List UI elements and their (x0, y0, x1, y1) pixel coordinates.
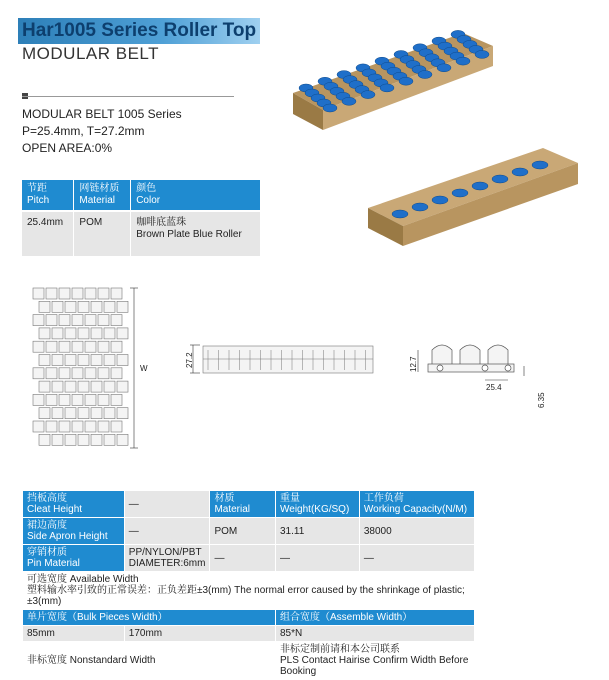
module-cell (85, 421, 96, 432)
nonstandard-width-label: 非标宽度 Nonstandard Width (23, 642, 276, 680)
module-cell (117, 408, 128, 419)
bulk-width-85: 85mm (23, 626, 125, 642)
module-cell (104, 381, 115, 392)
module-cell (33, 315, 44, 326)
module-cell (98, 394, 109, 405)
divider (22, 96, 234, 97)
module-cell (117, 355, 128, 366)
roller-icon (380, 84, 394, 92)
label-cleat-height: 挡板高度 Cleat Height (23, 491, 125, 518)
module-cell (52, 381, 63, 392)
module-cell (117, 434, 128, 445)
module-cell (91, 381, 102, 392)
product-photo-roller-belt (288, 18, 588, 268)
module-cell (85, 368, 96, 379)
module-cell (98, 315, 109, 326)
module-cell (59, 315, 70, 326)
roller-icon (392, 210, 408, 218)
module-cell (65, 408, 76, 419)
page-title: Har1005 Series Roller Top (22, 20, 257, 41)
value-pin-row-capacity: — (359, 545, 474, 572)
module-cell (59, 421, 70, 432)
header-material: 网链材质 Material (74, 180, 131, 211)
module-cell (104, 301, 115, 312)
module-cell (39, 381, 50, 392)
roller-icon (323, 104, 337, 112)
module-cell (52, 301, 63, 312)
roller-icon (532, 161, 548, 169)
roller-icon (432, 196, 448, 204)
module-cell (46, 288, 57, 299)
module-cell (91, 355, 102, 366)
label-side-apron: 裙边高度 Side Apron Height (23, 518, 125, 545)
module-cell (46, 341, 57, 352)
module-cell (72, 394, 83, 405)
module-cell (72, 421, 83, 432)
module-cell (98, 421, 109, 432)
module-cell (59, 394, 70, 405)
spec-line-series: MODULAR BELT 1005 Series (22, 107, 182, 121)
module-cell (33, 288, 44, 299)
module-cell (39, 434, 50, 445)
module-cell (65, 355, 76, 366)
page-subtitle: MODULAR BELT (22, 44, 159, 63)
label-material: 材质 Material (210, 491, 276, 518)
roller-icon (437, 64, 451, 72)
module-cell (52, 328, 63, 339)
header-pitch: 节距 Pitch (22, 180, 74, 211)
module-cell (46, 394, 57, 405)
module-cell (111, 341, 122, 352)
module-cell (85, 315, 96, 326)
profile-drawing (400, 338, 550, 408)
module-cell (39, 301, 50, 312)
label-weight: 重量 Weight(KG/SQ) (276, 491, 360, 518)
module-cell (59, 341, 70, 352)
module-cell (52, 408, 63, 419)
module-cell (65, 381, 76, 392)
module-cell (104, 408, 115, 419)
module-cell (98, 288, 109, 299)
module-cell (78, 328, 89, 339)
module-cell (39, 408, 50, 419)
roller-icon (456, 57, 470, 65)
module-cell (85, 394, 96, 405)
module-cell (78, 301, 89, 312)
module-cell (91, 301, 102, 312)
roller-icon (512, 168, 528, 176)
assemble-width-value: 85*N (276, 626, 475, 642)
module-cell (59, 368, 70, 379)
module-cell (72, 315, 83, 326)
label-capacity: 工作负荷 Working Capacity(N/M) (359, 491, 474, 518)
module-cell (46, 421, 57, 432)
module-cell (85, 341, 96, 352)
available-width-note: 可选宽度 Available Width 塑料输水率引致的正常误差：正负差距±3(mm) The normal error caused by the shrinkage of plastic; ±3(mm) (23, 572, 475, 610)
module-cell (117, 301, 128, 312)
module-cell (33, 421, 44, 432)
module-cell (72, 288, 83, 299)
value-pin-row-weight: — (276, 545, 360, 572)
title-highlight (18, 18, 260, 44)
module-cell (78, 408, 89, 419)
module-cell (111, 288, 122, 299)
module-cell (111, 368, 122, 379)
module-cell (104, 328, 115, 339)
module-cell (91, 408, 102, 419)
module-cell (85, 288, 96, 299)
contact-note: 非标定制前请和本公司联系 PLS Contact Hairise Confirm Width Before Booking (276, 642, 475, 680)
value-pin-row-material: — (210, 545, 276, 572)
spec-line-open-area: OPEN AREA:0% (22, 141, 113, 155)
module-cell (91, 434, 102, 445)
module-cell (33, 368, 44, 379)
bulk-width-170: 170mm (124, 626, 275, 642)
module-cell (111, 394, 122, 405)
module-cell (91, 328, 102, 339)
module-cell (72, 341, 83, 352)
module-cell (98, 341, 109, 352)
side-height-label: 27.2 (185, 352, 194, 368)
header-bulk-width: 单片宽度（Bulk Pieces Width） (23, 610, 276, 626)
module-cell (33, 341, 44, 352)
label-pin-material: 穿销材质 Pin Material (23, 545, 125, 572)
module-cell (111, 315, 122, 326)
cell-material: POM (74, 211, 131, 256)
module-cell (104, 355, 115, 366)
module-cell (52, 434, 63, 445)
spec-line-pitch: P=25.4mm, T=27.2mm (22, 124, 145, 138)
roller-icon (418, 71, 432, 79)
module-cell (117, 381, 128, 392)
value-side-apron: — (124, 518, 210, 545)
profile-pitch-label: 25.4 (486, 383, 502, 392)
module-cell (39, 355, 50, 366)
profile-offset-label: 6.35 (537, 392, 546, 408)
module-cell (59, 288, 70, 299)
roller-icon (492, 175, 508, 183)
roller-icon (361, 91, 375, 99)
module-cell (104, 434, 115, 445)
profile-height-label: 12.7 (409, 356, 418, 372)
roller-icon (475, 50, 489, 58)
top-view-drawing (30, 283, 160, 453)
module-cell (117, 328, 128, 339)
module-cell (78, 355, 89, 366)
module-cell (72, 368, 83, 379)
material-table (22, 180, 260, 256)
roller-icon (472, 182, 488, 190)
width-dimension-label: W (140, 364, 148, 373)
module-cell (98, 368, 109, 379)
module-cell (33, 394, 44, 405)
module-cell (46, 315, 57, 326)
module-cell (65, 301, 76, 312)
side-view-drawing (178, 340, 378, 380)
cell-color: 咖啡底蓝珠 Brown Plate Blue Roller (131, 211, 260, 256)
roller-icon (342, 97, 356, 105)
module-cell (52, 355, 63, 366)
module-cell (78, 381, 89, 392)
header-assemble-width: 组合宽度（Assemble Width） (276, 610, 475, 626)
module-cell (39, 328, 50, 339)
module-cell (46, 368, 57, 379)
module-cell (65, 328, 76, 339)
roller-icon (399, 77, 413, 85)
header-color: 颜色 Color (131, 180, 260, 211)
module-cell (65, 434, 76, 445)
spec-block (22, 106, 182, 157)
module-cell (78, 434, 89, 445)
value-capacity: 38000 (359, 518, 474, 545)
value-material: POM (210, 518, 276, 545)
cell-pitch: 25.4mm (22, 211, 74, 256)
module-cell (111, 421, 122, 432)
roller-icon (452, 189, 468, 197)
detail-table (22, 490, 475, 680)
value-pin-material: PP/NYLON/PBT DIAMETER:6mm (124, 545, 210, 572)
value-cleat-height: — (124, 491, 210, 518)
roller-icon (412, 203, 428, 211)
value-weight: 31.11 (276, 518, 360, 545)
